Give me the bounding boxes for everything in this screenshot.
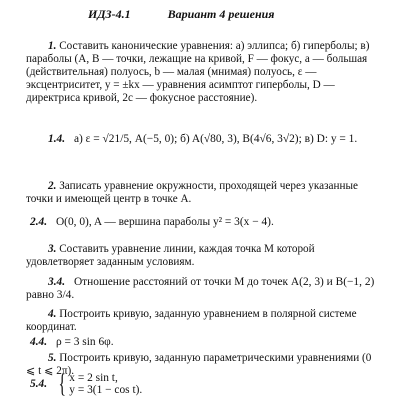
answer-1-text: а) ε = √21/5, A(−5, 0); б) A(√80, 3), B(4√6, 3√2); в) D: y = 1. (73, 133, 358, 145)
answer-5 (30, 369, 386, 398)
answer-1 (26, 133, 382, 146)
variant-title: Вариант 4 решения (167, 7, 275, 21)
answer-4 (30, 336, 386, 349)
answer-5-system (56, 369, 143, 398)
brace-symbol: { (58, 369, 66, 398)
task-2-text: Записать уравнение окружности, проходящей через указанные точки и имеющей центр в точке A. (26, 180, 358, 205)
answer-3 (26, 276, 382, 302)
answer-3-text: Отношение расстояний от точки M до точек A(2, 3) и B(−1, 2) равно 3/4. (26, 276, 375, 301)
task-4-text: Построить кривую, заданную уравнением в полярной системе координат. (26, 308, 357, 333)
page-header (88, 7, 274, 22)
task-3-text: Составить уравнение линии, каждая точка M которой удовлетворяет заданным условиям. (26, 243, 315, 268)
answer-2 (30, 216, 386, 229)
task-2-number: 2. (48, 180, 57, 192)
task-5-number: 5. (48, 352, 57, 364)
task-4-number: 4. (48, 308, 57, 320)
answer-5-line-2: y = 3(1 − cos t). (69, 384, 143, 396)
task-3-number: 3. (48, 243, 57, 255)
answer-4-text: ρ = 3 sin 6φ. (55, 336, 114, 348)
answer-5-number: 5.4. (30, 377, 48, 390)
task-5-text: Построить кривую, заданную параметрическими уравнениями (0 ⩽ t ⩽ 2π). (26, 352, 372, 377)
answer-2-number: 2.4. (30, 216, 48, 228)
answer-5-line-1: x = 2 sin t, (69, 372, 118, 384)
answer-1-number: 1.4. (48, 133, 66, 145)
task-2 (26, 180, 382, 206)
answer-2-text: O(0, 0), A — вершина параболы y² = 3(x − 4). (55, 216, 274, 228)
task-1-number: 1. (48, 40, 57, 52)
answer-3-number: 3.4. (48, 276, 66, 288)
task-1-text: Составить канонические уравнения: а) эллипса; б) гиперболы; в) параболы (A, B — точки, лежащие на кривой, F — фокус, a — большая (действительная) полуось, b — малая (мнимая) полуось, ε — эксцентриситет, y = ±kx — уравнения асимптот гиперболы, D — директриса кривой, 2c — фокусное расстояние). (26, 40, 370, 104)
doc-title: ИДЗ-4.1 (88, 7, 131, 21)
task-4 (26, 308, 382, 334)
task-1 (26, 40, 382, 105)
task-3 (26, 243, 382, 269)
answer-4-number: 4.4. (30, 336, 48, 348)
